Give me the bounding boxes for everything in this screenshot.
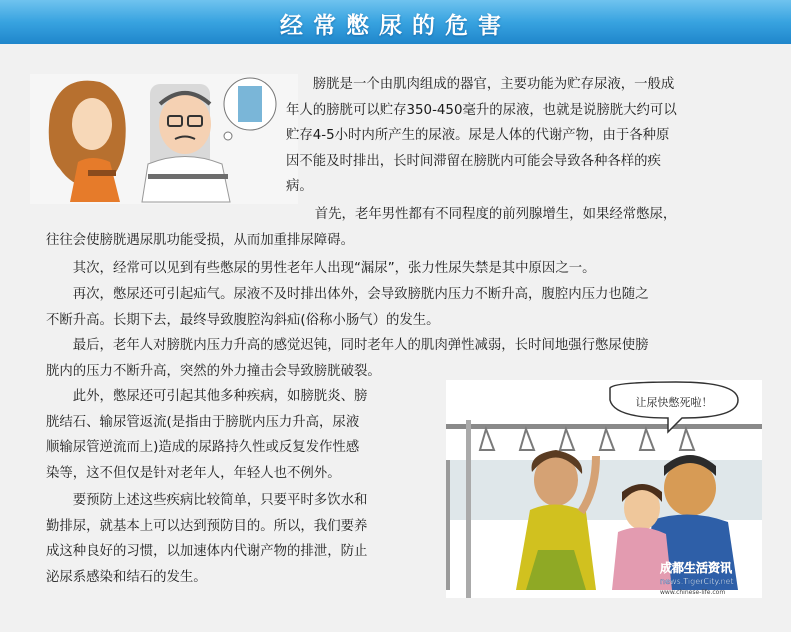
- text-line: 顺输尿管逆流而上)造成的尿路持久性或反复发作性感: [46, 440, 360, 455]
- text-line: 年人的膀胱可以贮存350-450毫升的尿液，也就是说膀胱大约可以: [286, 102, 677, 118]
- text-line: 胱内的压力不断升高，突然的外力撞击会导致膀胱破裂。: [46, 363, 381, 379]
- text-line: 此外，憋尿还可引起其他多种疾病，如膀胱炎、膀: [46, 389, 368, 404]
- text-line: 首先，老年男性都有不同程度的前列腺增生，如果经常憋尿，: [288, 207, 677, 222]
- text-line: 最后，老年人对膀胱内压力升高的感觉迟钝，同时老年人的肌肉弹性减弱，长时间地强行憋尿使膀: [46, 338, 649, 353]
- text-line: 要预防上述这些疾病比较简单，只要平时多饮水和: [46, 493, 368, 508]
- header-banner: [0, 0, 791, 44]
- watermark-main-text: 成都生活资讯: [660, 561, 733, 575]
- text-line: 胱结石、输尿管返流(是指由于膀胱内压力升高，尿液: [46, 414, 360, 430]
- text-line: 贮存4-5小时内所产生的尿液。尿是人体的代谢产物，由于各种原: [286, 128, 670, 143]
- paragraph-fifth: [46, 384, 367, 486]
- text-line: 往往会使膀胱遇尿肌功能受损，从而加重排尿障碍。: [46, 232, 354, 248]
- text-line: 再次，憋尿还可引起疝气。尿液不及时排出体外，会导致膀胱内压力不断升高，腹腔内压力也随之: [46, 287, 649, 302]
- speech-bubble-text: 让尿快憋死啦！: [635, 396, 713, 409]
- paragraph-third: [46, 282, 649, 333]
- text-line: 勤排尿，就基本上可以达到预防目的。所以，我们要养: [46, 518, 368, 534]
- paragraph-fourth: [46, 333, 649, 384]
- paragraph-sixth: [46, 488, 367, 590]
- text-line: 不断升高。长期下去，最终导致腹腔沟斜疝(俗称小肠气）的发生。: [46, 312, 440, 328]
- text-line: 病。: [286, 179, 313, 194]
- text-line: 成这种良好的习惯，以加速体内代谢产物的排泄，防止: [46, 544, 368, 559]
- page-title: 经常憋尿的危害: [280, 12, 511, 39]
- text-line: 膀胱是一个由肌肉组成的器官，主要功能为贮存尿液，一般成: [286, 77, 675, 92]
- illustration-couple-image: [30, 74, 298, 204]
- watermark-url-text: news.TigerCity.net: [660, 577, 734, 586]
- paragraph-second: [46, 256, 596, 282]
- paragraph-first: [46, 202, 676, 253]
- illustration-bus-image: [446, 380, 762, 598]
- text-line: 因不能及时排出，长时间滞留在膀胱内可能会导致各种各样的疾: [286, 153, 661, 169]
- text-line: 泌尿系感染和结石的发生。: [46, 569, 207, 585]
- watermark-small-text: www.chinese-life.com: [660, 589, 726, 596]
- text-line: 其次，经常可以见到有些憋尿的男性老年人出现“漏尿”，张力性尿失禁是其中原因之一。: [46, 261, 596, 276]
- paragraph-intro: [286, 72, 677, 200]
- text-line: 染等，这不但仅是针对老年人，年轻人也不例外。: [46, 465, 341, 481]
